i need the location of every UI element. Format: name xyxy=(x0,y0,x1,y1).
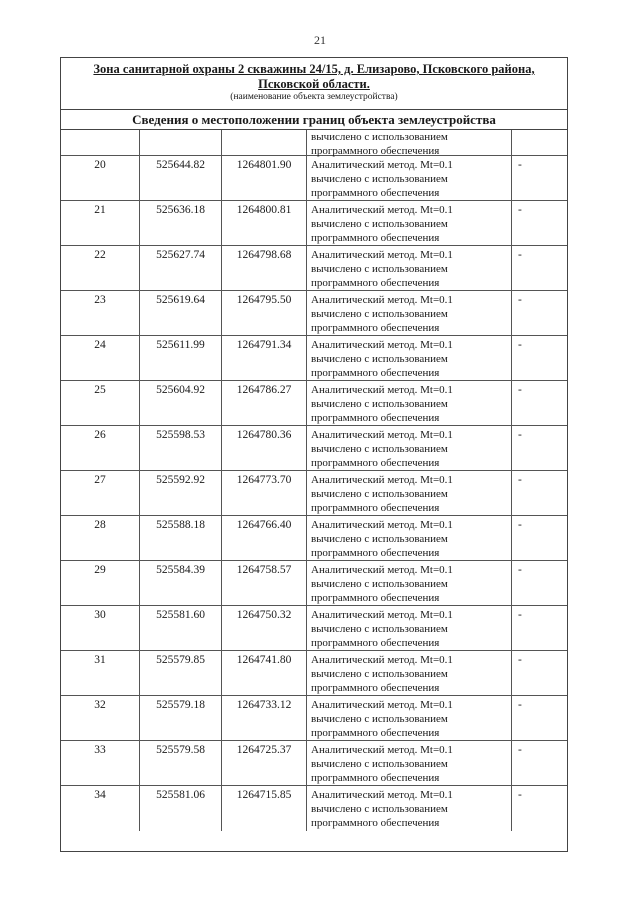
cell-x-coordinate: 525588.18 xyxy=(139,516,221,560)
cell-description: - xyxy=(511,381,569,425)
cell-x-coordinate: 525579.18 xyxy=(139,696,221,740)
cell-x-coordinate: 525579.85 xyxy=(139,651,221,695)
cell-y-coordinate: 1264800.81 xyxy=(221,201,306,245)
cell-y xyxy=(221,130,306,155)
cell-point-number: 26 xyxy=(94,429,106,441)
method-line-3: программного обеспечения xyxy=(311,367,440,379)
cell-point-number: 22 xyxy=(94,249,106,261)
method-line-3: программного обеспечения xyxy=(311,187,440,199)
cell-x-coordinate: 525581.60 xyxy=(139,606,221,650)
method-line-3: программного обеспечения xyxy=(311,817,440,829)
cell-point-number: 28 xyxy=(94,519,106,531)
method-line-1: Аналитический метод. Mt=0.1 xyxy=(311,294,453,306)
cell-x-coordinate: 525644.82 xyxy=(139,156,221,200)
cell-description: - xyxy=(511,201,569,245)
cell-point-number: 34 xyxy=(94,789,106,801)
method-line-2: вычислено с использованием xyxy=(311,131,448,143)
cell-y-coordinate: 1264733.12 xyxy=(221,696,306,740)
method-line-1: Аналитический метод. Mt=0.1 xyxy=(311,204,453,216)
table-row xyxy=(61,741,567,786)
section-heading: Сведения о местоположении границ объекта землеустройства xyxy=(61,110,567,130)
table-row xyxy=(61,696,567,741)
table-row xyxy=(61,156,567,201)
method-line-2: вычислено с использованием xyxy=(311,218,448,230)
method-line-3: программного обеспечения xyxy=(311,145,440,157)
cell-method xyxy=(306,651,511,695)
method-line-3: программного обеспечения xyxy=(311,277,440,289)
cell-point-number: 30 xyxy=(94,609,106,621)
cell-extra xyxy=(511,130,569,155)
method-line-1: Аналитический метод. Mt=0.1 xyxy=(311,429,453,441)
table-row xyxy=(61,606,567,651)
cell-y-coordinate: 1264773.70 xyxy=(221,471,306,515)
cell-y-coordinate: 1264795.50 xyxy=(221,291,306,335)
cell-x-coordinate: 525604.92 xyxy=(139,381,221,425)
cell-method xyxy=(306,786,511,831)
method-line-1: Аналитический метод. Mt=0.1 xyxy=(311,564,453,576)
cell-x-coordinate: 525627.74 xyxy=(139,246,221,290)
method-line-2: вычислено с использованием xyxy=(311,533,448,545)
table-row xyxy=(61,336,567,381)
cell-y-coordinate: 1264758.57 xyxy=(221,561,306,605)
cell-point-number: 21 xyxy=(94,204,106,216)
method-line-2: вычислено с использованием xyxy=(311,488,448,500)
cell-y-coordinate: 1264741.80 xyxy=(221,651,306,695)
method-line-3: программного обеспечения xyxy=(311,412,440,424)
cell-description: - xyxy=(511,291,569,335)
table-body xyxy=(61,156,567,831)
table-row xyxy=(61,471,567,516)
table-row xyxy=(61,246,567,291)
method-line-1: Аналитический метод. Mt=0.1 xyxy=(311,159,453,171)
method-line-2: вычислено с использованием xyxy=(311,623,448,635)
method-line-2: вычислено с использованием xyxy=(311,308,448,320)
table-header xyxy=(61,58,567,110)
cell-y-coordinate: 1264798.68 xyxy=(221,246,306,290)
cell-method xyxy=(306,130,511,155)
cell-point-number: 32 xyxy=(94,699,106,711)
cell-x-coordinate: 525598.53 xyxy=(139,426,221,470)
method-line-2: вычислено с использованием xyxy=(311,668,448,680)
cell-x-coordinate: 525636.18 xyxy=(139,201,221,245)
cell-method xyxy=(306,381,511,425)
method-line-1: Аналитический метод. Mt=0.1 xyxy=(311,654,453,666)
cell-point-number: 29 xyxy=(94,564,106,576)
method-line-2: вычислено с использованием xyxy=(311,173,448,185)
cell-description: - xyxy=(511,336,569,380)
cell-point-number: 27 xyxy=(94,474,106,486)
cell-description: - xyxy=(511,651,569,695)
method-line-3: программного обеспечения xyxy=(311,637,440,649)
cell-description: - xyxy=(511,471,569,515)
cell-method xyxy=(306,516,511,560)
method-line-3: программного обеспечения xyxy=(311,592,440,604)
method-line-3: программного обеспечения xyxy=(311,502,440,514)
cell-method xyxy=(306,156,511,200)
cell-point-number: 23 xyxy=(94,294,106,306)
method-line-1: Аналитический метод. Mt=0.1 xyxy=(311,339,453,351)
cell-y-coordinate: 1264791.34 xyxy=(221,336,306,380)
table-row xyxy=(61,291,567,336)
table-row xyxy=(61,786,567,831)
cell-y-coordinate: 1264715.85 xyxy=(221,786,306,831)
cell-point-number: 25 xyxy=(94,384,106,396)
method-line-1: Аналитический метод. Mt=0.1 xyxy=(311,519,453,531)
method-line-2: вычислено с использованием xyxy=(311,398,448,410)
method-line-2: вычислено с использованием xyxy=(311,803,448,815)
cell-description: - xyxy=(511,741,569,785)
method-line-1: Аналитический метод. Mt=0.1 xyxy=(311,744,453,756)
cell-method xyxy=(306,291,511,335)
method-line-3: программного обеспечения xyxy=(311,547,440,559)
cell-description: - xyxy=(511,516,569,560)
cell-method xyxy=(306,741,511,785)
method-line-2: вычислено с использованием xyxy=(311,713,448,725)
cell-y-coordinate: 1264801.90 xyxy=(221,156,306,200)
cell-y-coordinate: 1264786.27 xyxy=(221,381,306,425)
document-subtitle: (наименование объекта землеустройства) xyxy=(230,92,398,102)
method-line-3: программного обеспечения xyxy=(311,232,440,244)
table-row xyxy=(61,651,567,696)
method-line-3: программного обеспечения xyxy=(311,727,440,739)
method-line-1: Аналитический метод. Mt=0.1 xyxy=(311,699,453,711)
method-line-3: программного обеспечения xyxy=(311,457,440,469)
cell-method xyxy=(306,471,511,515)
document-table xyxy=(60,57,568,852)
continuation-row xyxy=(61,130,567,156)
method-line-2: вычислено с использованием xyxy=(311,443,448,455)
cell-method xyxy=(306,696,511,740)
cell-y-coordinate: 1264766.40 xyxy=(221,516,306,560)
cell-y-coordinate: 1264725.37 xyxy=(221,741,306,785)
page-number: 21 xyxy=(314,33,326,47)
cell-description: - xyxy=(511,786,569,831)
cell-x-coordinate: 525611.99 xyxy=(139,336,221,380)
cell-x-coordinate: 525581.06 xyxy=(139,786,221,831)
method-line-1: Аналитический метод. Mt=0.1 xyxy=(311,474,453,486)
method-line-1: Аналитический метод. Mt=0.1 xyxy=(311,609,453,621)
cell-point-number: 31 xyxy=(94,654,106,666)
cell-description: - xyxy=(511,426,569,470)
table-row xyxy=(61,516,567,561)
document-title: Зона санитарной охраны 2 скважины 24/15, д. Елизарово, Псковского района, Псковской области. xyxy=(93,62,535,91)
cell-x-coordinate: 525592.92 xyxy=(139,471,221,515)
method-line-2: вычислено с использованием xyxy=(311,758,448,770)
cell-description: - xyxy=(511,606,569,650)
table-row xyxy=(61,426,567,471)
cell-method xyxy=(306,561,511,605)
cell-method xyxy=(306,336,511,380)
cell-point-number: 33 xyxy=(94,744,106,756)
cell-x-coordinate: 525584.39 xyxy=(139,561,221,605)
method-line-2: вычислено с использованием xyxy=(311,353,448,365)
method-line-2: вычислено с использованием xyxy=(311,263,448,275)
cell-description: - xyxy=(511,561,569,605)
cell-x-coordinate: 525579.58 xyxy=(139,741,221,785)
method-line-1: Аналитический метод. Mt=0.1 xyxy=(311,789,453,801)
table-row xyxy=(61,201,567,246)
cell-description: - xyxy=(511,696,569,740)
cell-point-number: 24 xyxy=(94,339,106,351)
cell-y-coordinate: 1264750.32 xyxy=(221,606,306,650)
method-line-3: программного обеспечения xyxy=(311,682,440,694)
cell-x xyxy=(139,130,221,155)
table-row xyxy=(61,561,567,606)
cell-y-coordinate: 1264780.36 xyxy=(221,426,306,470)
cell-method xyxy=(306,201,511,245)
cell-description: - xyxy=(511,156,569,200)
method-line-1: Аналитический метод. Mt=0.1 xyxy=(311,384,453,396)
cell-description: - xyxy=(511,246,569,290)
cell-num xyxy=(61,130,139,155)
table-row xyxy=(61,381,567,426)
cell-method xyxy=(306,606,511,650)
method-line-3: программного обеспечения xyxy=(311,772,440,784)
cell-method xyxy=(306,246,511,290)
cell-point-number: 20 xyxy=(94,159,106,171)
cell-x-coordinate: 525619.64 xyxy=(139,291,221,335)
method-line-2: вычислено с использованием xyxy=(311,578,448,590)
method-line-3: программного обеспечения xyxy=(311,322,440,334)
cell-method xyxy=(306,426,511,470)
method-line-1: Аналитический метод. Mt=0.1 xyxy=(311,249,453,261)
